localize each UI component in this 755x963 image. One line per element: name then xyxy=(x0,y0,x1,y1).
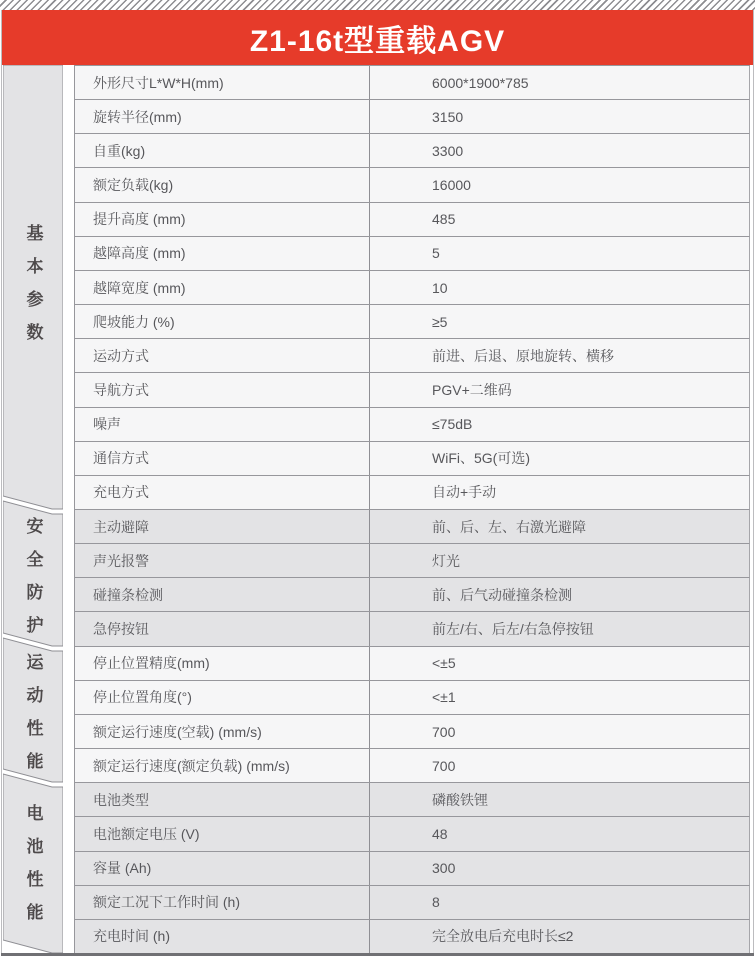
parameter-value: 5 xyxy=(432,245,440,262)
table-row xyxy=(74,203,750,237)
parameter-name: 越障宽度 (mm) xyxy=(75,271,370,304)
parameter-name: 自重(kg) xyxy=(75,134,370,167)
table-row xyxy=(74,920,750,954)
parameter-value: 前、后气动碰撞条检测 xyxy=(432,586,572,603)
parameter-name: 额定运行速度(空载) (mm/s) xyxy=(75,715,370,748)
parameter-value: 前进、后退、原地旋转、横移 xyxy=(432,347,614,364)
table-section xyxy=(74,783,750,954)
parameter-name: 碰撞条检测 xyxy=(75,578,370,611)
table-row xyxy=(74,681,750,715)
parameter-name: 电池额定电压 (V) xyxy=(75,817,370,850)
table-row xyxy=(74,442,750,476)
parameter-name: 噪声 xyxy=(75,408,370,441)
table-section xyxy=(74,510,750,647)
table-row xyxy=(74,237,750,271)
parameter-name: 提升高度 (mm) xyxy=(75,203,370,236)
table-row xyxy=(74,783,750,817)
table-section xyxy=(74,66,750,510)
table-row xyxy=(74,647,750,681)
category-label: 电池性能 xyxy=(23,804,43,936)
parameter-value: ≥5 xyxy=(432,313,448,330)
table-row xyxy=(74,886,750,920)
table-row xyxy=(74,66,750,100)
parameter-value: 485 xyxy=(432,211,456,228)
parameter-name: 额定工况下工作时间 (h) xyxy=(75,886,370,919)
table-row xyxy=(74,852,750,886)
table-row xyxy=(74,271,750,305)
category-label: 安全防护 xyxy=(23,516,43,649)
parameter-value: 前、后、左、右激光避障 xyxy=(432,518,586,535)
bottom-border xyxy=(1,953,754,956)
parameter-name: 停止位置角度(°) xyxy=(75,681,370,714)
table-row xyxy=(74,510,750,544)
parameter-name: 爬坡能力 (%) xyxy=(75,305,370,338)
category-label: 运动性能 xyxy=(23,653,43,785)
parameter-name: 停止位置精度(mm) xyxy=(75,647,370,680)
table-row xyxy=(74,408,750,442)
parameter-value: 700 xyxy=(432,757,456,774)
parameter-value: 16000 xyxy=(432,177,471,194)
parameter-value: PGV+二维码 xyxy=(432,381,512,398)
parameter-name: 声光报警 xyxy=(75,544,370,577)
parameter-value: 灯光 xyxy=(432,552,460,569)
table-row xyxy=(74,817,750,851)
parameter-value: 前左/右、后左/右急停按钮 xyxy=(432,621,594,638)
parameter-value: 3150 xyxy=(432,108,464,125)
table-row xyxy=(74,544,750,578)
hatch-border-decoration xyxy=(0,0,755,10)
parameter-name: 充电方式 xyxy=(75,476,370,509)
table-row xyxy=(74,476,750,510)
parameter-value: <±1 xyxy=(432,689,456,706)
parameter-name: 外形尺寸L*W*H(mm) xyxy=(75,66,370,99)
table-row xyxy=(74,305,750,339)
parameter-value: 10 xyxy=(432,279,448,296)
parameter-name: 容量 (Ah) xyxy=(75,852,370,885)
parameter-value: 3300 xyxy=(432,142,464,159)
table-row xyxy=(74,168,750,202)
parameter-value: WiFi、5G(可选) xyxy=(432,450,530,467)
table-row xyxy=(74,373,750,407)
parameter-name: 旋转半径(mm) xyxy=(75,100,370,133)
parameter-value: 300 xyxy=(432,860,456,877)
page-title: Z1-16t型重载AGV xyxy=(249,24,506,58)
table-row xyxy=(74,339,750,373)
title-bar xyxy=(1,10,754,65)
table-row xyxy=(74,578,750,612)
table-row xyxy=(74,612,750,646)
parameter-value: 磷酸铁锂 xyxy=(432,791,488,808)
parameter-value: 700 xyxy=(432,723,456,740)
table-body xyxy=(74,65,750,954)
parameter-name: 导航方式 xyxy=(75,373,370,406)
category-column xyxy=(3,65,63,953)
parameter-name: 通信方式 xyxy=(75,442,370,475)
parameter-name: 越障高度 (mm) xyxy=(75,237,370,270)
table-row xyxy=(74,749,750,783)
table-row xyxy=(74,715,750,749)
table-row xyxy=(74,100,750,134)
parameter-name: 充电时间 (h) xyxy=(75,920,370,953)
parameter-name: 运动方式 xyxy=(75,339,370,372)
parameter-value: 6000*1900*785 xyxy=(432,74,529,91)
parameter-name: 额定运行速度(额定负载) (mm/s) xyxy=(75,749,370,782)
parameter-value: <±5 xyxy=(432,655,456,672)
parameter-name: 急停按钮 xyxy=(75,612,370,645)
table-row xyxy=(74,134,750,168)
parameter-name: 电池类型 xyxy=(75,783,370,816)
category-label: 基本参数 xyxy=(23,223,43,356)
parameter-value: 8 xyxy=(432,894,440,911)
parameter-name: 主动避障 xyxy=(75,510,370,543)
parameter-value: ≤75dB xyxy=(432,416,473,433)
parameter-name: 额定负载(kg) xyxy=(75,168,370,201)
parameter-value: 完全放电后充电时长≤2 xyxy=(432,928,574,945)
parameter-value: 自动+手动 xyxy=(432,484,497,501)
table-section xyxy=(74,647,750,784)
parameter-value: 48 xyxy=(432,825,448,842)
